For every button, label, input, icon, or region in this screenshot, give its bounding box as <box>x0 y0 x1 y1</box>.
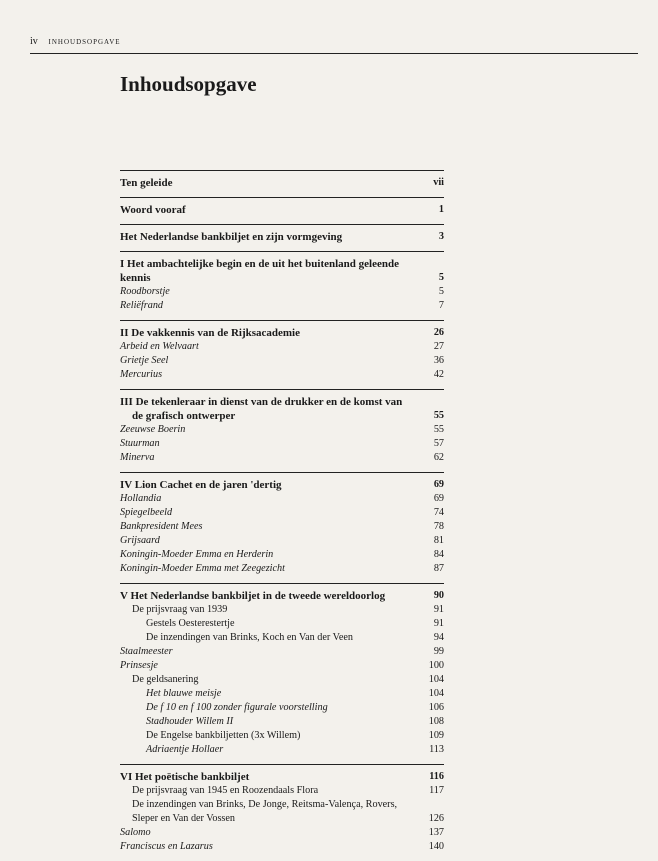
toc-entry-title: III De tekenleraar in dienst van de drukker en de komst van <box>120 396 403 408</box>
toc-entry-title: IV Lion Cachet en de jaren 'dertig <box>120 479 282 491</box>
toc-section <box>120 320 444 382</box>
toc-entry-title: De prijsvraag van 1945 en Roozendaals Flora <box>132 785 319 796</box>
toc-entry-title: Bankpresident Mees <box>120 521 203 532</box>
toc-chapter-entry <box>120 326 444 340</box>
toc-entry-title: Woord vooraf <box>120 204 186 216</box>
running-title: INHOUDSOPGAVE <box>48 38 121 46</box>
toc-chapter-entry <box>120 478 444 492</box>
toc-entry <box>120 492 444 506</box>
toc-entry-title: De inzendingen van Brinks, Koch en Van der Veen <box>146 632 353 643</box>
toc-entry-page: 81 <box>433 535 444 546</box>
toc-entry-title: Salomo <box>120 827 151 838</box>
toc-entry <box>120 534 444 548</box>
toc-entry-title: Grietje Seel <box>120 355 169 366</box>
toc-entry-title: Ten geleide <box>120 177 173 189</box>
toc-entry <box>120 631 444 645</box>
toc-entry <box>120 451 444 465</box>
toc-section <box>120 472 444 576</box>
toc-entry-page: 36 <box>433 355 444 366</box>
toc-entry-title: Arbeid en Welvaart <box>120 341 199 352</box>
toc-entry-page: 26 <box>433 327 444 338</box>
toc-entry-title: Mercurius <box>120 369 163 380</box>
toc-entry-page: 106 <box>428 702 444 713</box>
toc-entry-title: Zeeuwse Boerin <box>120 424 186 435</box>
toc-entry-title: Minerva <box>120 452 155 463</box>
toc-section <box>120 224 444 244</box>
toc-entry <box>120 743 444 757</box>
toc-section <box>120 170 444 190</box>
toc-chapter-entry <box>120 409 444 423</box>
toc-section <box>120 197 444 217</box>
toc-entry-page: 5 <box>438 286 444 297</box>
toc-entry <box>120 687 444 701</box>
toc-entry-title: Koningin-Moeder Emma en Herderin <box>120 549 274 560</box>
toc-entry-page: 55 <box>433 424 444 435</box>
toc-entry <box>120 784 444 798</box>
toc-entry-page: 91 <box>433 604 444 615</box>
toc-entry <box>120 673 444 687</box>
toc-entry-title: Stuurman <box>120 438 160 449</box>
toc-entry-title: Staalmeester <box>120 646 173 657</box>
toc-entry-page: 69 <box>433 479 444 490</box>
toc-entry-page: 117 <box>429 785 444 796</box>
toc-entry-title: Reliëfrand <box>120 300 164 311</box>
toc-entry <box>120 340 444 354</box>
toc-section <box>120 583 444 757</box>
toc-entry-page: 62 <box>433 452 444 463</box>
toc-entry-title: Het blauwe meisje <box>146 688 222 699</box>
toc-entry-page: 5 <box>438 272 444 283</box>
toc-entry-page: 55 <box>433 410 444 421</box>
toc-entry <box>120 285 444 299</box>
toc-chapter-entry <box>120 770 444 784</box>
toc-entry-title: Grijsaard <box>120 535 160 546</box>
toc-entry-page: 126 <box>428 813 444 824</box>
toc-entry <box>120 701 444 715</box>
toc-entry-page: 90 <box>433 590 444 601</box>
toc-entry-page: 57 <box>433 438 444 449</box>
toc-entry <box>120 520 444 534</box>
page-number: iv <box>30 36 38 47</box>
toc-entry-page: 74 <box>433 507 444 518</box>
page-title: Inhoudsopgave <box>120 72 257 96</box>
toc-entry-page: 94 <box>433 632 444 643</box>
toc-entry <box>120 840 444 854</box>
toc-section <box>120 251 444 313</box>
toc-entry-title: De Engelse bankbiljetten (3x Willem) <box>146 730 301 741</box>
toc-entry <box>120 548 444 562</box>
toc-entry-title: Sleper en Van der Vossen <box>132 813 235 824</box>
toc-entry-page: 113 <box>429 744 444 755</box>
toc-entry <box>120 729 444 743</box>
table-of-contents <box>120 170 444 861</box>
toc-chapter-entry <box>120 257 444 285</box>
toc-entry-title: Franciscus en Lazarus <box>120 841 213 852</box>
toc-entry-page: 78 <box>433 521 444 532</box>
toc-entry <box>120 826 444 840</box>
toc-entry-title: VI Het poëtische bankbiljet <box>120 771 250 783</box>
toc-entry-title: De f 10 en f 100 zonder figurale voorstelling <box>146 702 328 713</box>
toc-entry-page: 108 <box>428 716 444 727</box>
toc-chapter-entry <box>120 203 444 217</box>
toc-entry <box>120 812 444 826</box>
toc-entry-page: vii <box>433 177 444 188</box>
toc-entry-page: 100 <box>428 660 444 671</box>
toc-entry <box>120 617 444 631</box>
toc-entry-page: 104 <box>428 674 444 685</box>
toc-entry-page: 104 <box>428 688 444 699</box>
toc-entry-title: De prijsvraag van 1939 <box>132 604 228 615</box>
toc-entry-page: 3 <box>438 231 444 242</box>
toc-entry <box>120 299 444 313</box>
toc-entry-title: V Het Nederlandse bankbiljet in de tweede wereldoorlog <box>120 590 386 602</box>
toc-entry <box>120 645 444 659</box>
toc-entry-title: Prinsesje <box>120 660 158 671</box>
toc-chapter-entry <box>120 230 444 244</box>
toc-entry-page: 91 <box>433 618 444 629</box>
toc-entry-page: 84 <box>433 549 444 560</box>
toc-entry-page: 69 <box>433 493 444 504</box>
toc-entry-page: 116 <box>429 771 444 782</box>
toc-entry-title: Spiegelbeeld <box>120 507 173 518</box>
toc-entry-title: De inzendingen van Brinks, De Jonge, Reitsma-Valença, Rovers, <box>132 799 398 810</box>
toc-entry-page: 137 <box>428 827 444 838</box>
toc-entry <box>120 506 444 520</box>
toc-entry <box>120 368 444 382</box>
toc-entry-page: 99 <box>433 646 444 657</box>
toc-section <box>120 389 444 465</box>
toc-entry-page: 140 <box>428 841 444 852</box>
toc-chapter-entry <box>120 176 444 190</box>
toc-entry-title: Het Nederlandse bankbiljet en zijn vormgeving <box>120 231 343 243</box>
toc-entry-title: I Het ambachtelijke begin en de uit het buitenland geleende kennis <box>120 258 399 284</box>
toc-entry-title: Koningin-Moeder Emma met Zeegezicht <box>120 563 285 574</box>
toc-entry-page: 27 <box>433 341 444 352</box>
toc-entry-page: 7 <box>438 300 444 311</box>
toc-entry-title: Gestels Oesterestertje <box>146 618 235 629</box>
toc-chapter-entry <box>120 589 444 603</box>
toc-entry <box>120 354 444 368</box>
toc-entry-page: 42 <box>433 369 444 380</box>
toc-entry-title: Stadhouder Willem II <box>146 716 234 727</box>
toc-entry-page: 87 <box>433 563 444 574</box>
toc-entry <box>120 798 444 812</box>
toc-entry <box>120 659 444 673</box>
toc-entry-title: Roodborstje <box>120 286 170 297</box>
toc-entry-page: 109 <box>428 730 444 741</box>
toc-entry <box>120 603 444 617</box>
toc-entry-title: Hollandia <box>120 493 162 504</box>
toc-entry <box>120 715 444 729</box>
toc-entry-title: II De vakkennis van de Rijksacademie <box>120 327 300 339</box>
toc-entry <box>120 423 444 437</box>
running-head <box>30 36 638 54</box>
toc-section <box>120 764 444 854</box>
toc-entry <box>120 562 444 576</box>
toc-chapter-entry <box>120 395 444 409</box>
toc-entry-title: de grafisch ontwerper <box>132 410 236 422</box>
toc-entry-page: 1 <box>438 204 444 215</box>
toc-entry <box>120 437 444 451</box>
toc-entry-title: De geldsanering <box>132 674 199 685</box>
toc-entry-title: Adriaentje Hollaer <box>146 744 224 755</box>
